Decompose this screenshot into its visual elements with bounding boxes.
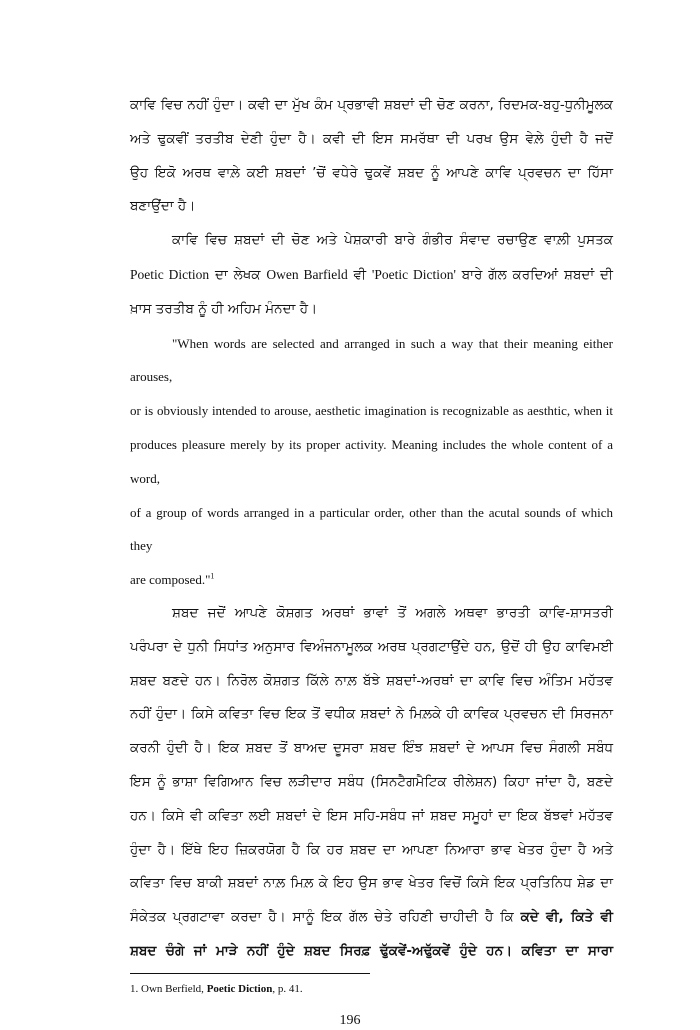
page-body [130,89,613,969]
footnote [130,982,613,996]
footnote-divider [130,973,370,974]
text-line: ਕਾਵਿ ਵਿਚ ਨਹੀਂ ਹੁੰਦਾ। ਕਵੀ ਦਾ ਮੁੱਖ ਕੰਮ ਪ੍ਰਭਾਵੀ ਸ਼ਬਦਾਂ ਦੀ ਚੋਣ ਕਰਨਾ, ਰਿਦਮਕ-ਬਹੁ-ਧੁਨੀਮੂਲਕ [130,97,613,113]
text-line: ਅਤੇ ਢੁਕਵੀਂ ਤਰਤੀਬ ਦੇਣੀ ਹੁੰਦਾ ਹੈ। ਕਵੀ ਦੀ ਇਸ ਸਮਰੱਥਾ ਦੀ ਪਰਖ ਉਸ ਵੇਲ਼ੇ ਹੁੰਦੀ ਹੈ ਜਦੋਂ [130,130,613,147]
text-line [130,258,613,293]
bold-text: ਕਦੇ ਵੀ, ਕਿਤੇ ਵੀ [520,909,613,926]
text-line: ਸ਼ਬਦ ਜਦੋਂ ਆਪਣੇ ਕੋਸ਼ਗਤ ਅਰਥਾਂ ਭਾਵਾਂ ਤੋਂ ਅਗਲੇ ਅਥਵਾ ਭਾਰਤੀ ਕਾਵਿ-ਸ਼ਾਸਤਰੀ [172,604,613,621]
quote-line: "When words are selected and arranged in such a way that their meaning either arouses, [130,335,613,385]
text-span: ਦਾ ਲੇਖਕ [209,266,267,283]
quote-line: or is obviously intended to arouse, aesthetic imagination is recognizable as aesthtic, when it [130,403,613,419]
text-line: ਉਹ ਇਕੋ ਅਰਥ ਵਾਲ਼ੇ ਕਈ ਸ਼ਬਦਾਂ ’ਚੋਂ ਵਧੇਰੇ ਢੁਕਵੇਂ ਸ਼ਬਦ ਨੂੰ ਆਪਣੇ ਕਾਵਿ ਪ੍ਰਵਚਨ ਦਾ ਹਿੱਸਾ [130,164,613,181]
quote-line: produces pleasure merely by its proper activity. Meaning includes the whole content of a word, [130,436,613,486]
author-name: Owen Barfield [266,266,348,282]
text-span: ਬਾਰੇ ਗੱਲ ਕਰਦਿਆਂ ਸ਼ਬਦਾਂ ਦੀ [455,266,613,283]
page-number: 196 [339,1012,361,1028]
text-line: ਇਸ ਨੂੰ ਭਾਸ਼ਾ ਵਿਗਿਆਨ ਵਿਚ ਲੜੀਦਾਰ ਸਬੰਧ (ਸਿਨਟੈਗਮੈਟਿਕ ਰੀਲੇਸ਼ਨ) ਕਿਹਾ ਜਾਂਦਾ ਹੈ, ਬਣਦੇ [130,773,613,790]
book-title: Poetic Diction [130,266,210,282]
text-line [130,901,613,935]
block-quote [130,327,613,597]
quote-text: are composed." [130,572,211,588]
quote-line: of a group of words arranged in a particular order, other than the acutal sounds of which they [130,504,613,554]
text-line: ਕਾਵਿ ਵਿਚ ਸ਼ਬਦਾਂ ਦੀ ਚੋਣ ਅਤੇ ਪੇਸ਼ਕਾਰੀ ਬਾਰੇ ਗੰਭੀਰ ਸੰਵਾਦ ਰਚਾਉਣ ਵਾਲ਼ੀ ਪੁਸਤਕ [172,232,613,249]
text-line: ਨਹੀਂ ਹੁੰਦਾ। ਕਿਸੇ ਕਵਿਤਾ ਵਿਚ ਇਕ ਤੋਂ ਵਧੀਕ ਸ਼ਬਦਾਂ ਨੇ ਮਿਲ਼ਕੇ ਹੀ ਕਾਵਿਕ ਪ੍ਰਵਚਨ ਦੀ ਸਿਰਜਨਾ [130,706,613,723]
text-line: ਸ਼ਬਦ ਬਣਦੇ ਹਨ। ਨਿਰੋਲ ਕੋਸ਼ਗਤ ਕਿੱਲੇ ਨਾਲ਼ ਬੱਝੇ ਸ਼ਬਦਾਂ-ਅਰਥਾਂ ਦਾ ਕਾਵਿ ਵਿਚ ਅੰਤਿਮ ਮਹੱਤਵ [130,672,613,689]
text-line: ਖ਼ਾਸ ਤਰਤੀਬ ਨੂੰ ਹੀ ਅਹਿਮ ਮੰਨਦਾ ਹੈ। [130,300,318,317]
book-title-quoted: 'Poetic Diction' [371,266,456,282]
footnote-ref[interactable]: 1 [210,571,215,581]
text-line: ਬਣਾਉਂਦਾ ਹੈ। [130,198,196,215]
text-line: ਕਵਿਤਾ ਵਿਚ ਬਾਕੀ ਸ਼ਬਦਾਂ ਨਾਲ਼ ਮਿਲ਼ ਕੇ ਇਹ ਉਸ ਭਾਵ ਖੇਤਰ ਵਿਚੋਂ ਕਿਸੇ ਇਕ ਪ੍ਰਤਿਨਿਧ ਸ਼ੇਡ ਦਾ [130,875,613,892]
paragraph-1 [130,89,613,224]
quote-line [130,563,613,597]
text-span: ਸੰਕੇਤਕ ਪ੍ਰਗਟਾਵਾ ਕਰਦਾ ਹੈ। ਸਾਨੂੰ ਇਕ ਗੱਲ ਚੇਤੇ ਰਹਿਣੀ ਚਾਹੀਦੀ ਹੈ ਕਿ [130,909,521,926]
text-line: ਹੁੰਦਾ ਹੈ। ਇੱਥੇ ਇਹ ਜ਼ਿਕਰਯੋਗ ਹੈ ਕਿ ਹਰ ਸ਼ਬਦ ਦਾ ਆਪਣਾ ਨਿਆਰਾ ਭਾਵ ਖੇਤਰ ਹੁੰਦਾ ਹੈ ਅਤੇ [130,841,613,858]
footnote-title: Poetic Diction [206,982,273,995]
text-line: ਪਰੰਪਰਾ ਦੇ ਧੁਨੀ ਸਿਧਾਂਤ ਅਨੁਸਾਰ ਵਿਅੰਜਨਾਮੂਲਕ ਅਰਥ ਪ੍ਰਗਟਾਉਂਦੇ ਹਨ, ਉਦੋਂ ਹੀ ਉਹ ਕਾਵਿਮਈ [130,638,613,655]
paragraph-3 [130,597,613,969]
text-line: ਹਨ। ਕਿਸੇ ਵੀ ਕਵਿਤਾ ਲਈ ਸ਼ਬਦਾਂ ਦੇ ਇਸ ਸਹਿ-ਸਬੰਧ ਜਾਂ ਸ਼ਬਦ ਸਮੂਹਾਂ ਦਾ ਇਕ ਬੱਝਵਾਂ ਮਹੱਤਵ [130,807,613,824]
bold-text-line: ਸ਼ਬਦ ਚੰਗੇ ਜਾਂ ਮਾੜੇ ਨਹੀਂ ਹੁੰਦੇ ਸ਼ਬਦ ਸਿਰਫ਼ ਢੁੱਕਵੇਂ-ਅਢੁੱਕਵੇਂ ਹੁੰਦੇ ਹਨ। ਕਵਿਤਾ ਦਾ ਸਾਰਾ [130,942,613,959]
text-line: ਕਰਨੀ ਹੁੰਦੀ ਹੈ। ਇਕ ਸ਼ਬਦ ਤੋਂ ਬਾਅਦ ਦੂਸਰਾ ਸ਼ਬਦ ਇੰਝ ਸ਼ਬਦਾਂ ਦੇ ਆਪਸ ਵਿਚ ਸੰਗਲੀ ਸਬੰਧ [130,740,613,757]
paragraph-2 [130,224,613,326]
footnote-page: , p. 41. [272,982,303,995]
footnote-author: 1. Own Berfield, [130,982,207,995]
text-span: ਵੀ [347,266,372,283]
